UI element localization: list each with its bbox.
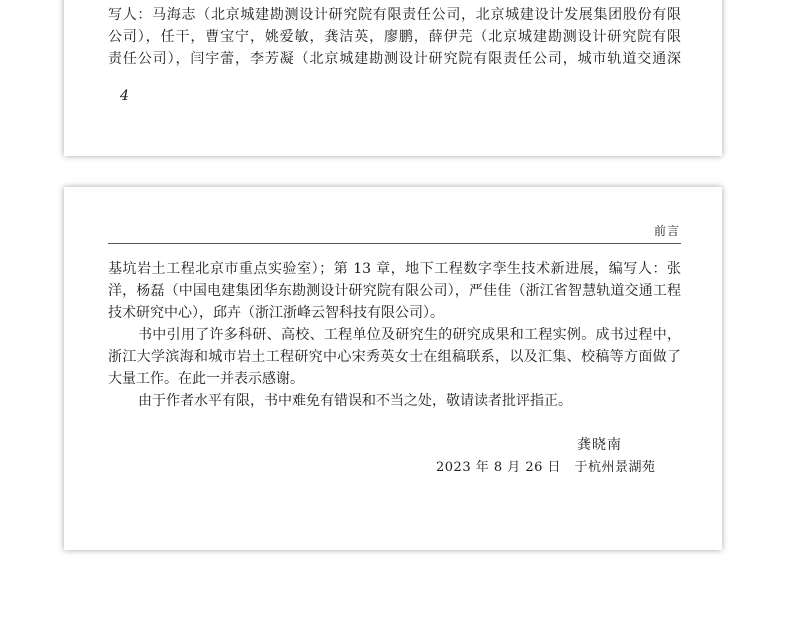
author-signature: 龚晓南 (577, 437, 622, 453)
page-4 (64, 0, 722, 156)
text-line: 写人：马海志（北京城建勘测设计研究院有限责任公司，北京城建设计发展集团股份有限 (108, 7, 681, 23)
signature-date-place: 2023 年 8 月 26 日 于杭州景湖苑 (436, 460, 656, 475)
apology-paragraph: 由于作者水平有限，书中难免有错误和不当之处，敬请读者批评指正。 (138, 393, 572, 409)
page-number: 4 (120, 88, 129, 104)
contributors-paragraph-continued: 基坑岩土工程北京市重点实验室）；第 13 章，地下工程数字孪生技术新进展，编写人：张洋，杨磊（中国电建集团华东勘测设计研究院有限公司），严佳佳（浙江省智慧轨道交通工程技术研究中心），邱卉（浙江浙峰云智科技有限公司）。 (108, 261, 681, 321)
contributors-paragraph-end (108, 0, 681, 70)
text-line: 公司），任干，曹宝宁，姚爱敏，龚洁英，廖鹏，薛伊芫（北京城建勘测设计研究院有限 (108, 29, 681, 45)
header-rule (108, 243, 681, 244)
acknowledgement-paragraph: 书中引用了许多科研、高校、工程单位及研究生的研究成果和工程实例。成书过程中，浙江大学滨海和城市岩土工程研究中心宋秀英女士在组稿联系，以及汇集、校稿等方面做了大量工作。在此一并表示感谢。 (108, 327, 681, 387)
running-head: 前言 (653, 224, 680, 238)
text-line: 责任公司），闫宇蕾，李芳凝（北京城建勘测设计研究院有限责任公司，城市轨道交通深 (108, 51, 681, 67)
page-5 (64, 187, 722, 550)
